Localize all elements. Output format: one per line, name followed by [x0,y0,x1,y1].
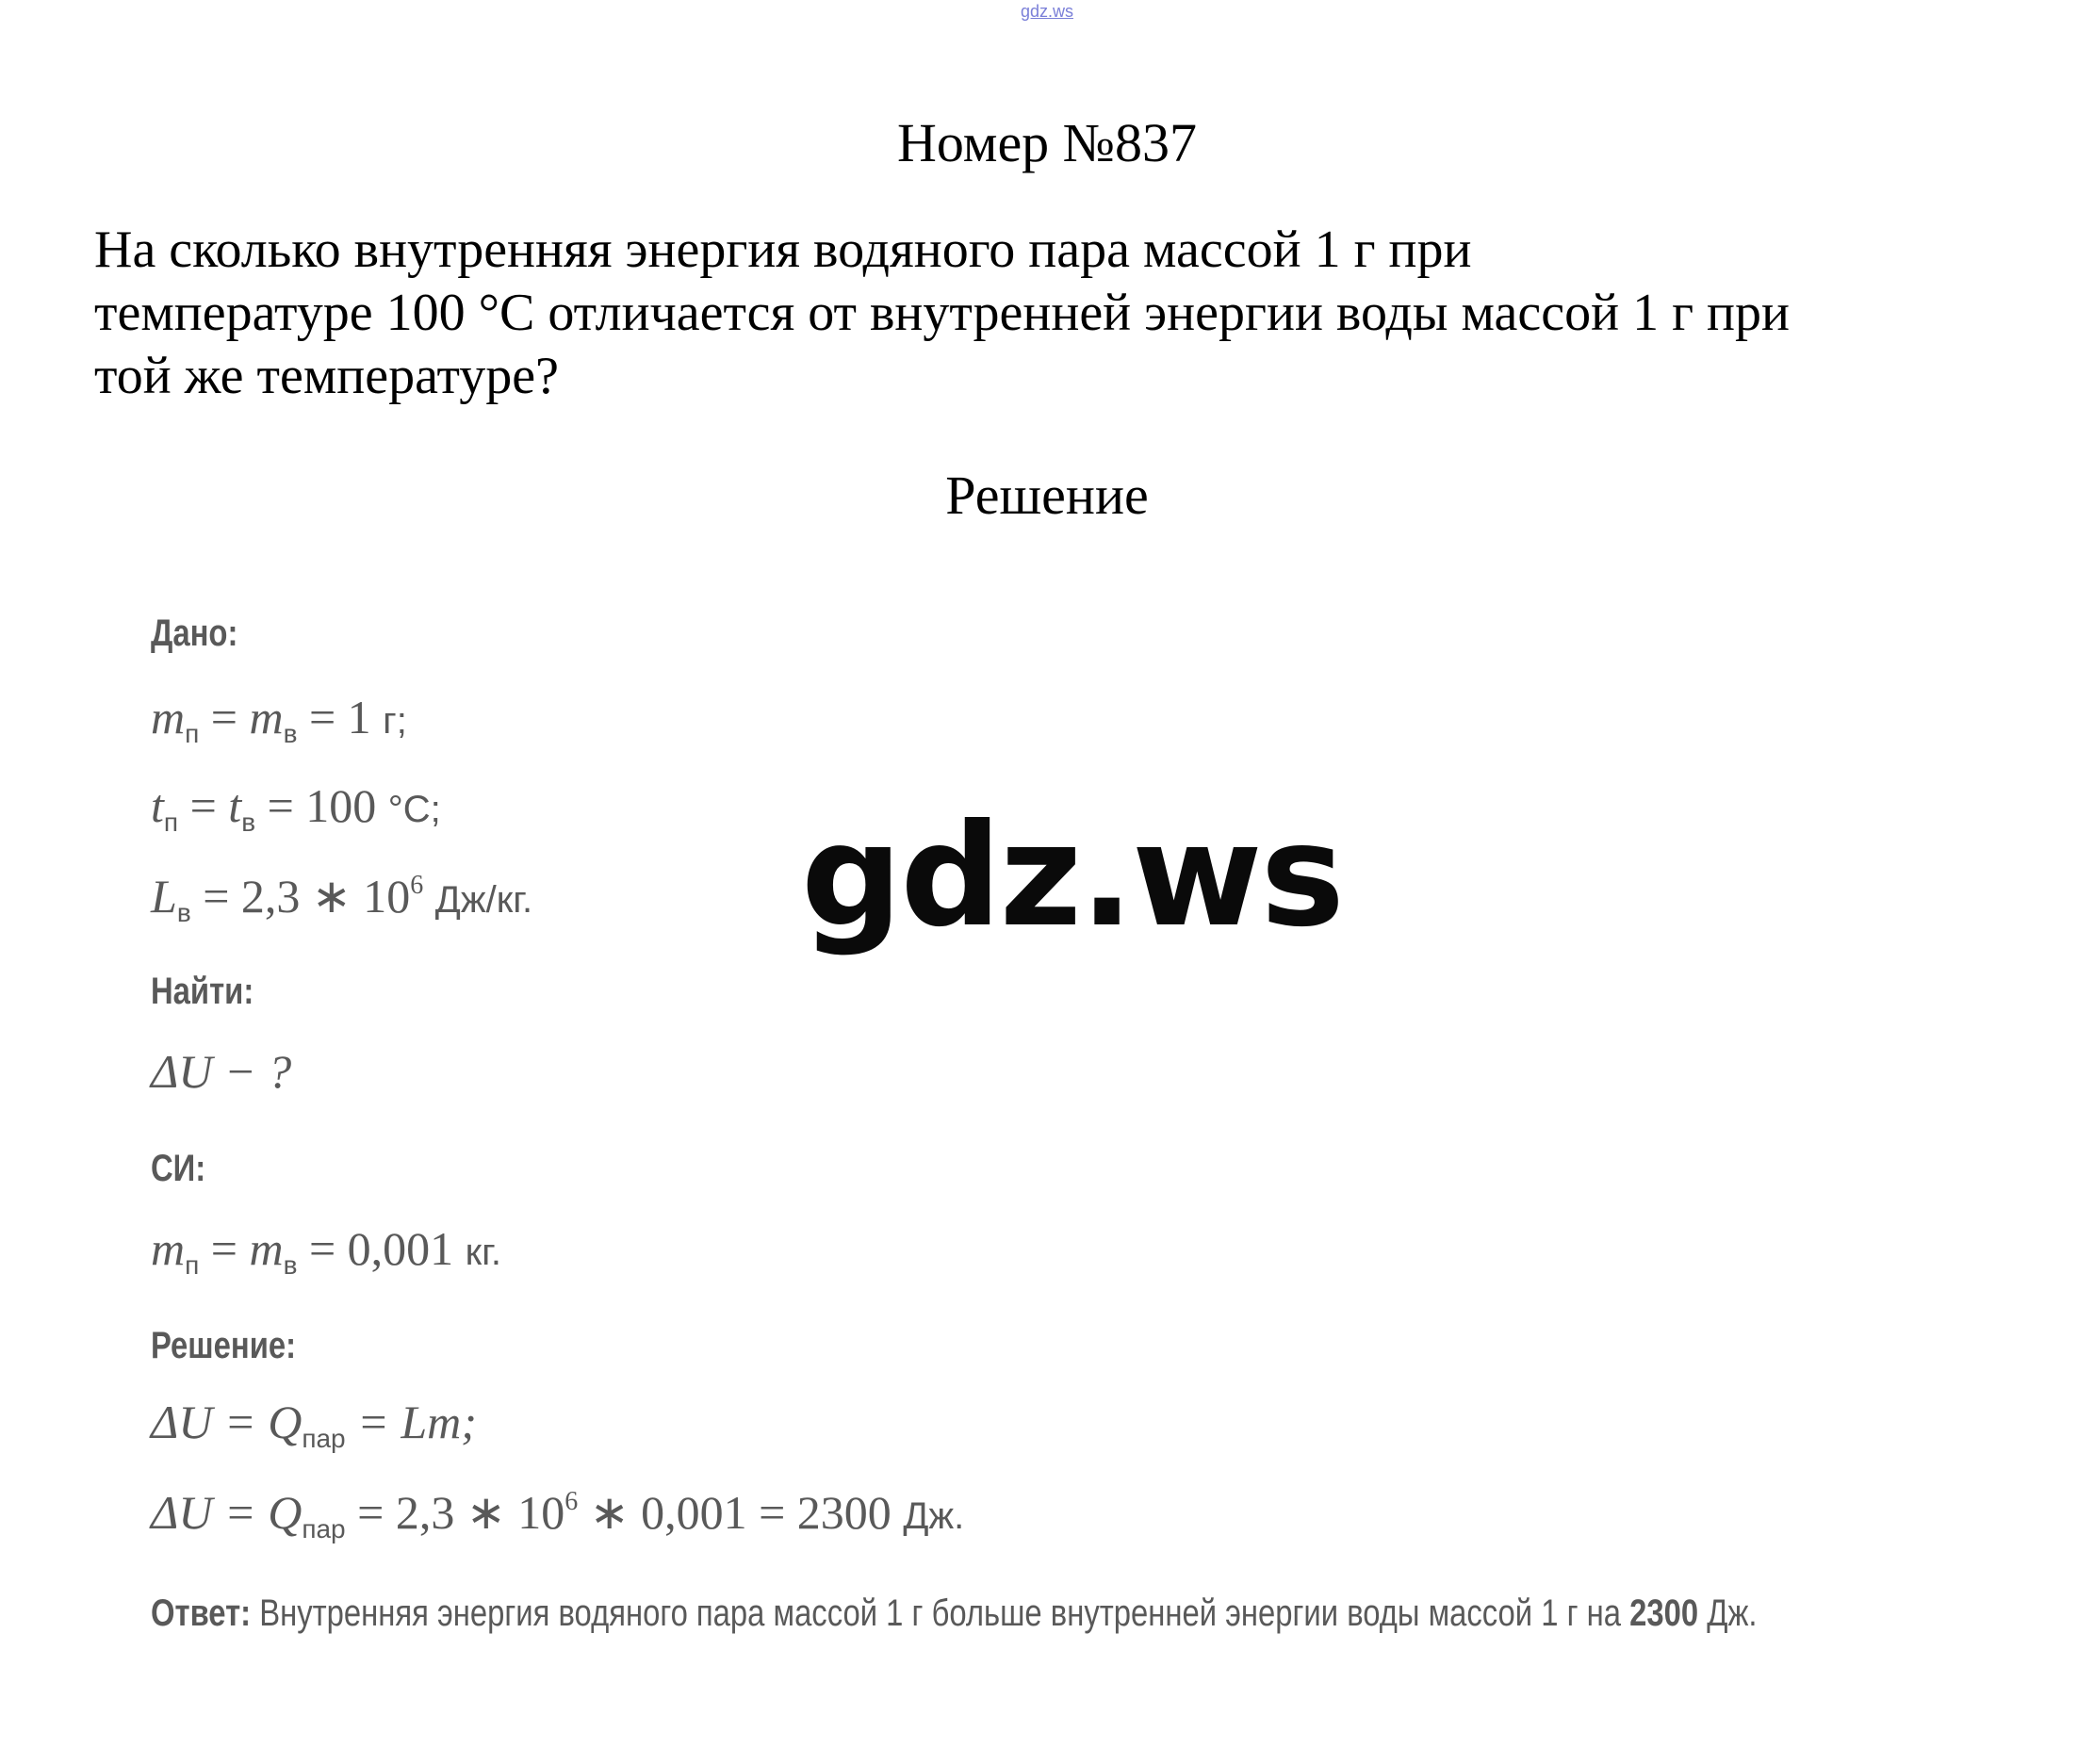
unit: Дж. [903,1495,965,1537]
subscript: пар [302,1424,346,1453]
solution-line-1 [151,1395,477,1454]
subscript: в [176,898,191,927]
expression: = 2,3 ∗ 10 [357,1486,565,1539]
unit: °С; [387,789,441,830]
solution-label: Решение: [151,1325,297,1366]
si-mass-line: $m_п = m_в = 0,001$ кг. [151,1222,501,1280]
subscript: в [283,1250,298,1280]
subscript: п [185,719,200,748]
expression: ∗ 0,001 = 2300 [589,1486,892,1539]
si-label: СИ: [151,1148,206,1189]
symbol-t: t [151,779,164,832]
question-line: той же температуре? [94,347,559,405]
question-line: температуре 100 °С отличается от внутренней энергии воды массой 1 г при [94,284,1790,342]
unit: г; [383,700,407,742]
subscript: в [283,719,298,748]
expression: = Lm; [357,1396,477,1448]
subscript: п [163,808,179,837]
subscript: п [185,1250,200,1280]
find-expression: ΔU − ? [151,1045,292,1098]
watermark-logo: gdz.ws [801,794,1343,958]
solution-line-2 [151,1485,964,1544]
unit: кг. [465,1232,501,1273]
value: = 100 [267,779,377,832]
answer-label: Ответ: [151,1592,252,1634]
answer-value: 2300 [1629,1592,1699,1634]
solution-heading: Решение [945,465,1149,526]
unit: Дж/кг. [434,879,533,921]
value: = 2,3 ∗ 10 [203,870,411,923]
subscript: пар [302,1514,346,1544]
symbol-t: t [228,779,242,832]
expression: ΔU = Q [151,1486,303,1539]
given-mass-line: $m_п = m_в = 1$ г; [151,691,407,748]
given-heat-line [151,869,532,928]
find-label: Найти: [151,971,254,1012]
symbol-L: L [151,870,177,923]
answer-text: Внутренняя энергия водяного пара массой 1 г больше внутренней энергии воды массой 1 г на [259,1592,1622,1634]
exponent: 6 [564,1487,579,1516]
question-text [94,219,1979,408]
given-label: Дано: [151,612,238,654]
find-value [151,1044,291,1099]
exponent: 6 [410,871,424,900]
value: = 1 [308,691,371,743]
question-line: На сколько внутренняя энергия водяного пара массой 1 г при [94,220,1472,279]
subscript: в [241,808,256,837]
answer-unit: Дж. [1707,1592,1758,1634]
symbol-m: m [249,1222,284,1275]
symbol-m: m [249,691,284,743]
given-temp-line: $t_п = t_в = 100$ °С; [151,779,441,837]
page-title: Номер №837 [896,112,1198,173]
source-link[interactable]: gdz.ws [1020,2,1074,21]
answer-line [151,1592,1758,1635]
symbol-m: m [151,691,186,743]
symbol-m: m [151,1222,186,1275]
value: = 0,001 [308,1222,454,1275]
expression: ΔU = Q [151,1396,303,1448]
